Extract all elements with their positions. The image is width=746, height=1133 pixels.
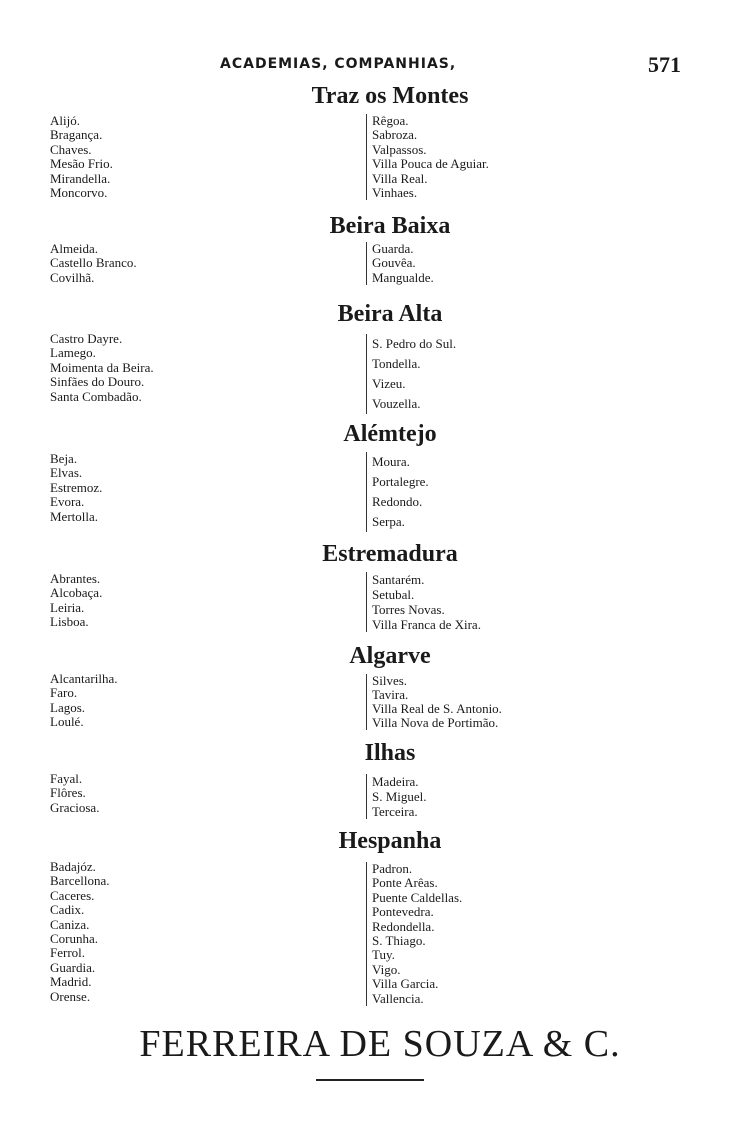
list-item: Sabroza. bbox=[372, 127, 418, 143]
list-item: Redondella. bbox=[372, 918, 435, 934]
list-item: Vouzella. bbox=[372, 396, 421, 411]
list-item: Alijó. bbox=[50, 113, 80, 128]
list-item: Estremoz. bbox=[50, 479, 103, 495]
list-item: Mertolla. bbox=[50, 508, 99, 524]
list-item: Rêgoa. bbox=[372, 113, 409, 128]
list-item: Alcobaça. bbox=[50, 585, 103, 601]
list-item: Graciosa. bbox=[50, 799, 100, 815]
list-item: Lamego. bbox=[50, 345, 96, 361]
list-item: Lisboa. bbox=[50, 614, 89, 630]
list-item: Loulé. bbox=[50, 714, 84, 730]
list-item: Villa Garcia. bbox=[372, 976, 439, 992]
list-item: Corunha. bbox=[50, 931, 99, 947]
section-title: Ilhas bbox=[364, 740, 416, 766]
list-item: Orense. bbox=[50, 988, 91, 1004]
right-column bbox=[366, 572, 672, 632]
running-head: ACADEMIAS, COMPANHIAS, bbox=[220, 56, 457, 72]
section-title: Algarve bbox=[349, 643, 431, 669]
list-item: Gouvêa. bbox=[372, 255, 416, 271]
list-item: Caniza. bbox=[50, 916, 90, 932]
list-item: Tavira. bbox=[372, 687, 409, 702]
right-column bbox=[366, 114, 672, 200]
list-item: Lagos. bbox=[50, 699, 86, 715]
list-item: Leiria. bbox=[50, 599, 85, 615]
list-item: Serpa. bbox=[372, 514, 405, 529]
list-item: Almeida. bbox=[50, 241, 99, 256]
right-column bbox=[366, 674, 672, 730]
list-item: Badajóz. bbox=[50, 859, 96, 874]
list-item: Villa Real de S. Antonio. bbox=[372, 701, 502, 716]
list-item: Beja. bbox=[50, 451, 78, 466]
list-item: Torres Novas. bbox=[372, 602, 445, 617]
right-column bbox=[366, 452, 672, 532]
list-item: Covilhã. bbox=[50, 269, 95, 285]
footer-rule bbox=[316, 1079, 424, 1081]
list-item: Mangualde. bbox=[372, 269, 434, 285]
list-item: Elvas. bbox=[50, 465, 83, 481]
list-item: Setubal. bbox=[372, 587, 415, 602]
list-item: Flôres. bbox=[50, 785, 86, 801]
left-column bbox=[50, 572, 300, 630]
section-title: Traz os Montes bbox=[311, 83, 469, 109]
list-item: Terceira. bbox=[372, 804, 418, 819]
list-item: S. Thiago. bbox=[372, 933, 426, 949]
list-item: Moura. bbox=[372, 454, 410, 469]
list-item: Vizeu. bbox=[372, 376, 406, 391]
left-column bbox=[50, 242, 300, 285]
list-item: Santarém. bbox=[372, 572, 425, 587]
left-column bbox=[50, 452, 300, 524]
list-item: Portalegre. bbox=[372, 474, 429, 489]
section-title: Hespanha bbox=[338, 828, 442, 854]
list-item: Valpassos. bbox=[372, 141, 427, 157]
left-column bbox=[50, 772, 300, 815]
list-item: Cadix. bbox=[50, 902, 85, 918]
list-item: Silves. bbox=[372, 673, 408, 688]
section-title: Beira Alta bbox=[337, 301, 443, 327]
list-item: Villa Real. bbox=[372, 170, 428, 186]
list-item: Tuy. bbox=[372, 947, 395, 963]
list-item: Guardia. bbox=[50, 959, 96, 975]
right-column bbox=[366, 862, 672, 1006]
list-item: Chaves. bbox=[50, 141, 92, 157]
list-item: Alcantarilha. bbox=[50, 671, 118, 686]
list-item: Moncorvo. bbox=[50, 185, 108, 201]
left-column bbox=[50, 114, 300, 200]
list-item: Vallencia. bbox=[372, 990, 424, 1006]
list-item: Guarda. bbox=[372, 241, 414, 256]
list-item: Bragança. bbox=[50, 127, 103, 143]
list-item: Castro Dayre. bbox=[50, 331, 123, 346]
list-item: Ferrol. bbox=[50, 945, 86, 961]
list-item: Caceres. bbox=[50, 887, 95, 903]
list-item: S. Pedro do Sul. bbox=[372, 336, 457, 351]
list-item: Puente Caldellas. bbox=[372, 889, 463, 905]
list-item: Barcellona. bbox=[50, 873, 110, 889]
list-item: Padron. bbox=[372, 861, 413, 876]
list-item: Mirandella. bbox=[50, 170, 111, 186]
list-item: Santa Combadão. bbox=[50, 388, 142, 404]
right-column bbox=[366, 774, 672, 819]
list-item: Villa Franca de Xira. bbox=[372, 617, 481, 632]
list-item: Villa Nova de Portimão. bbox=[372, 715, 499, 730]
list-item: Evora. bbox=[50, 494, 85, 510]
list-item: S. Miguel. bbox=[372, 789, 427, 804]
list-item: Redondo. bbox=[372, 494, 423, 509]
left-column bbox=[50, 332, 300, 404]
list-item: Madrid. bbox=[50, 974, 92, 990]
publisher-signature: FERREIRA DE SOUZA & C. bbox=[139, 1023, 621, 1065]
list-item: Sinfães do Douro. bbox=[50, 374, 145, 390]
list-item: Vinhaes. bbox=[372, 185, 418, 201]
list-item: Tondella. bbox=[372, 356, 421, 371]
left-column bbox=[50, 672, 300, 730]
right-column bbox=[366, 334, 672, 414]
page-number: 571 bbox=[648, 52, 681, 77]
section-title: Estremadura bbox=[322, 541, 458, 567]
list-item: Madeira. bbox=[372, 774, 419, 789]
list-item: Castello Branco. bbox=[50, 255, 137, 271]
list-item: Moimenta da Beira. bbox=[50, 359, 154, 375]
list-item: Vigo. bbox=[372, 961, 401, 977]
section-title: Alémtejo bbox=[343, 421, 437, 447]
list-item: Villa Pouca de Aguiar. bbox=[372, 156, 489, 172]
list-item: Mesão Frio. bbox=[50, 156, 113, 172]
right-column bbox=[366, 242, 672, 285]
list-item: Faro. bbox=[50, 685, 78, 701]
list-item: Abrantes. bbox=[50, 571, 101, 586]
left-column bbox=[50, 860, 300, 1004]
list-item: Fayal. bbox=[50, 771, 83, 786]
list-item: Ponte Arêas. bbox=[372, 875, 438, 891]
section-title: Beira Baixa bbox=[329, 213, 451, 239]
list-item: Pontevedra. bbox=[372, 904, 434, 920]
